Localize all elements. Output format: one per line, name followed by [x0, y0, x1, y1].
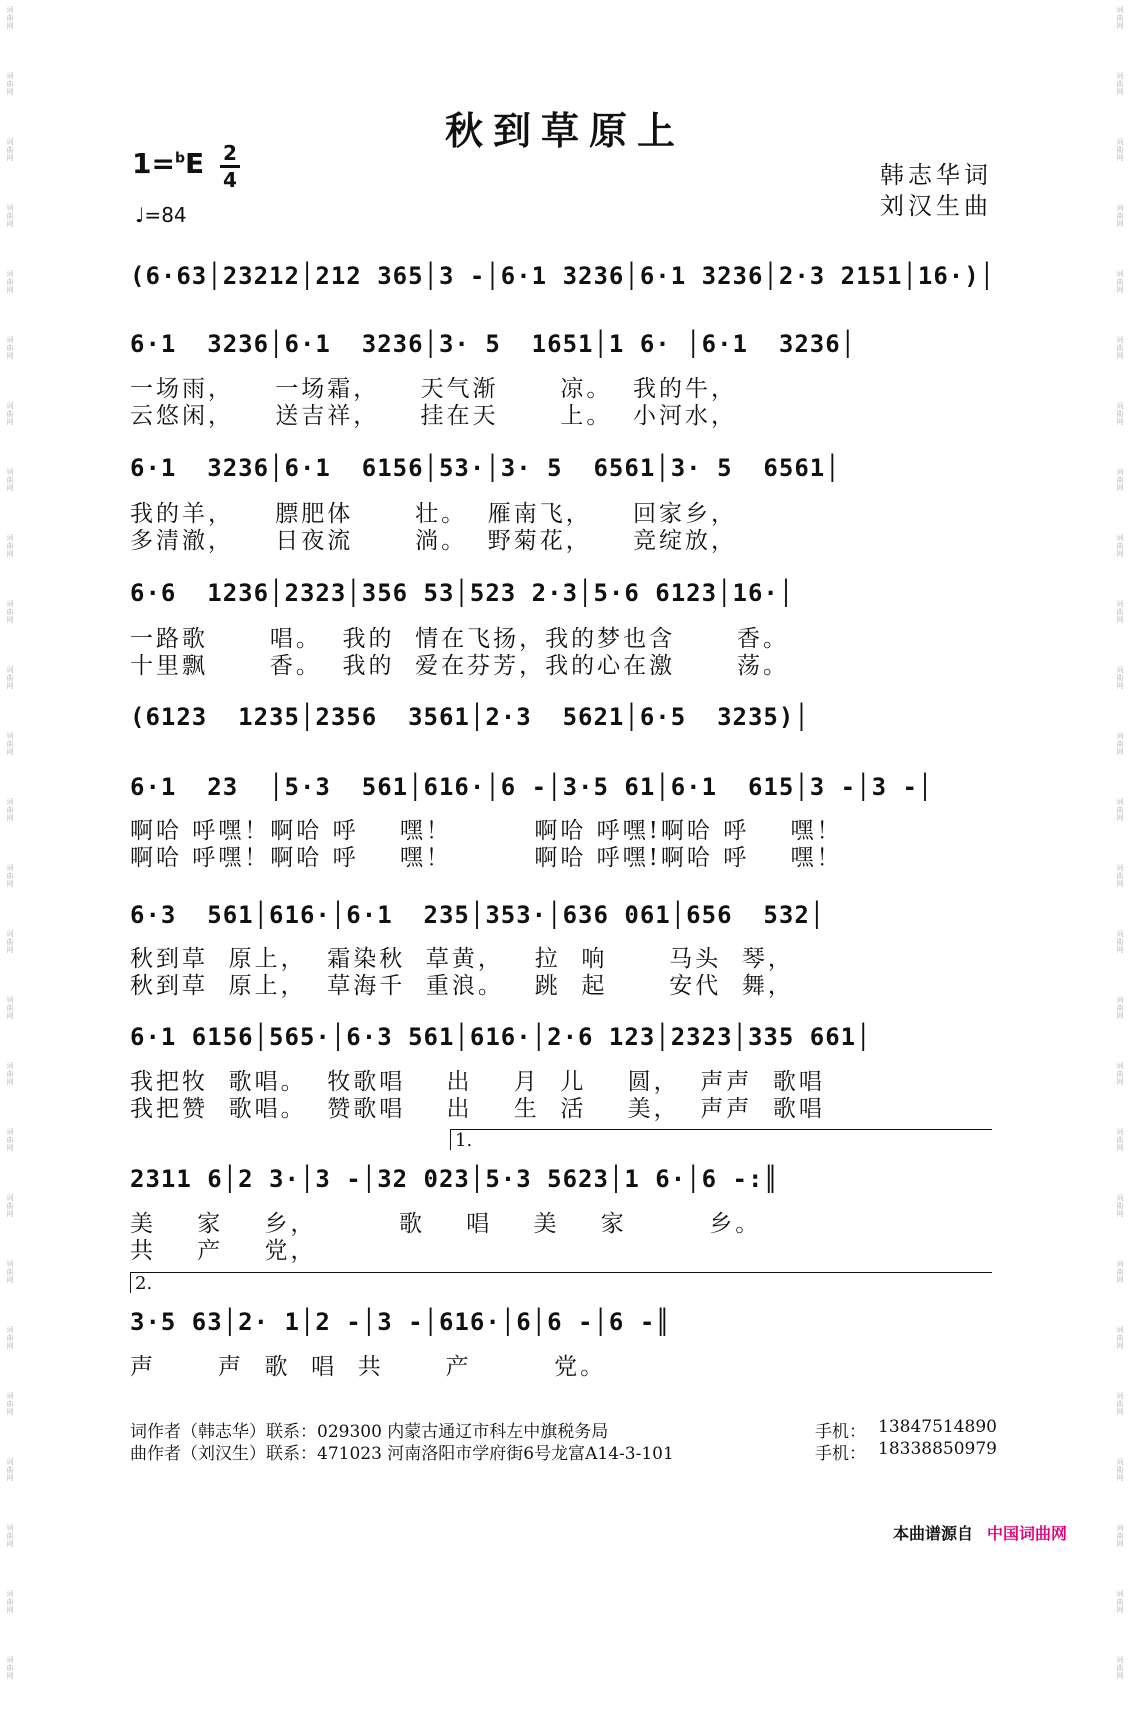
music-row: [130, 767, 992, 807]
watermark-text: 词 曲 网: [6, 1128, 14, 1152]
watermark-text: 词 曲 网: [1116, 864, 1124, 888]
watermark-text: 词 曲 网: [6, 864, 14, 888]
watermark-text: 词 曲 网: [1116, 1326, 1124, 1350]
watermark-text: 词 曲 网: [1116, 1194, 1124, 1218]
footer-phone: 18338850979: [878, 1439, 997, 1459]
lyric-line: 美 家 乡， 歌 唱 美 家 乡。: [130, 1211, 762, 1237]
meter-top: 2: [223, 141, 237, 165]
source-label: 本曲谱源自: [893, 1524, 974, 1543]
watermark-text: 词 曲 网: [1116, 1062, 1124, 1086]
watermark-right: [1112, 0, 1128, 1680]
time-signature: [220, 143, 240, 190]
lyric-line: 我的羊， 膘肥体 壮。 雁南飞， 回家乡，: [130, 501, 737, 527]
footer-role: 曲作者（刘汉生）联系：: [130, 1444, 317, 1464]
watermark-text: 词 曲 网: [6, 1260, 14, 1284]
lyric-line: 十里飘 香。 我的 爱在芬芳，我的心在激 荡。: [130, 653, 789, 679]
watermark-text: 词 曲 网: [6, 600, 14, 624]
watermark-text: 词 曲 网: [6, 1524, 14, 1548]
key-flat: b: [174, 150, 185, 167]
watermark-text: 词 曲 网: [6, 1326, 14, 1350]
notation-text: 6·1 3236│6·1 3236│3· 5 1651│1 6· │6·1 3236│: [130, 330, 857, 358]
watermark-text: 词 曲 网: [1116, 1260, 1124, 1284]
watermark-left: [2, 0, 18, 1680]
lyric-line: 啊哈 呼嘿！啊哈 呼 嘿！ 啊哈 呼嘿!啊哈 呼 嘿！: [130, 818, 843, 844]
lyric-line: 啊哈 呼嘿！啊哈 呼 嘿！ 啊哈 呼嘿!啊哈 呼 嘿！: [130, 845, 843, 871]
volta-bracket: 1.: [450, 1129, 992, 1150]
watermark-text: 词 曲 网: [6, 1656, 14, 1680]
watermark-text: 词 曲 网: [1116, 798, 1124, 822]
footer-phone-label: 手机：: [815, 1422, 866, 1442]
watermark-text: 词 曲 网: [1116, 1392, 1124, 1416]
notation-text: 6·1 23 │5·3 561│616·│6 -│3·5 61│6·1 615│3 -│3 -│: [130, 773, 934, 801]
watermark-text: 词 曲 网: [6, 1458, 14, 1482]
source-credit: [893, 1521, 1067, 1544]
footer-phone: 13847514890: [878, 1417, 997, 1437]
key-note: E: [184, 147, 205, 180]
footer-role: 词作者（韩志华）联系：: [130, 1422, 317, 1442]
music-row: [130, 573, 992, 613]
music-row: [130, 324, 992, 364]
lyric-line: 一路歌 唱。 我的 情在飞扬，我的梦也含 香。: [130, 626, 789, 652]
watermark-text: 词 曲 网: [1116, 732, 1124, 756]
lyric-line: 我把赞 歌唱。 赞歌唱 出 生 活 美， 声声 歌唱: [130, 1096, 825, 1122]
tempo-marking: ♩=84: [135, 203, 187, 227]
notation-text: 3·5 63│2· 1│2 -│3 -│616·│6│6 -│6 -║: [130, 1308, 671, 1336]
watermark-text: 词 曲 网: [1116, 930, 1124, 954]
watermark-text: 词 曲 网: [6, 798, 14, 822]
watermark-text: 词 曲 网: [6, 732, 14, 756]
lyric-line: 我把牧 歌唱。 牧歌唱 出 月 儿 圆， 声声 歌唱: [130, 1069, 825, 1095]
watermark-text: 词 曲 网: [1116, 1128, 1124, 1152]
watermark-text: 词 曲 网: [6, 336, 14, 360]
notation-text: (6·63│23212│212 365│3 -│6·1 3236│6·1 3236│2·3 2151│16·)│: [130, 262, 996, 290]
watermark-text: 词 曲 网: [1116, 468, 1124, 492]
music-row: [130, 895, 992, 935]
lyric-line: 秋到草 原上， 霜染秋 草黄， 拉 响 马头 琴，: [130, 946, 794, 972]
music-row: [130, 256, 996, 296]
lyric-line: 多清澈， 日夜流 淌。 野菊花， 竞绽放，: [130, 528, 737, 554]
watermark-text: 词 曲 网: [6, 468, 14, 492]
watermark-text: 词 曲 网: [6, 402, 14, 426]
notation-text: 6·1 3236│6·1 6156│53·│3· 5 6561│3· 5 6561│: [130, 454, 841, 482]
watermark-text: 词 曲 网: [6, 1062, 14, 1086]
lyric-line: 云悠闲， 送吉祥， 挂在天 上。 小河水，: [130, 403, 737, 429]
footer-address: 471023 河南洛阳市学府街6号龙富A14-3-101: [317, 1444, 674, 1464]
lyric-line: 共 产 党，: [130, 1238, 317, 1264]
meter-bottom: 4: [223, 168, 237, 192]
watermark-text: 词 曲 网: [6, 1194, 14, 1218]
music-row: [130, 448, 992, 488]
watermark-text: 词 曲 网: [6, 270, 14, 294]
volta-bracket: 2.: [130, 1272, 992, 1293]
watermark-text: 词 曲 网: [1116, 1458, 1124, 1482]
footer-line-composer: [130, 1439, 997, 1464]
watermark-text: 词 曲 网: [1116, 1590, 1124, 1614]
music-row: [130, 697, 992, 737]
watermark-text: 词 曲 网: [1116, 402, 1124, 426]
credits: [880, 160, 992, 222]
notation-text: (6123 1235│2356 3561│2·3 5621│6·5 3235)│: [130, 703, 810, 731]
lyric-line: 声 声 歌 唱 共 产 党。: [130, 1354, 607, 1380]
watermark-text: 词 曲 网: [1116, 138, 1124, 162]
footer-address: 029300 内蒙古通辽市科左中旗税务局: [317, 1422, 609, 1442]
music-row: [130, 1273, 992, 1342]
footer-phone-label: 手机：: [815, 1444, 866, 1464]
watermark-text: 词 曲 网: [1116, 600, 1124, 624]
watermark-text: 词 曲 网: [6, 204, 14, 228]
watermark-text: 词 曲 网: [1116, 534, 1124, 558]
composer-credit: 刘汉生曲: [880, 192, 992, 220]
watermark-text: 词 曲 网: [1116, 204, 1124, 228]
watermark-text: 词 曲 网: [1116, 996, 1124, 1020]
watermark-text: 词 曲 网: [6, 72, 14, 96]
watermark-text: 词 曲 网: [6, 534, 14, 558]
watermark-text: 词 曲 网: [1116, 666, 1124, 690]
source-site-link[interactable]: 中国词曲网: [987, 1524, 1068, 1543]
notation-text: 6·6 1236│2323│356 53│523 2·3│5·6 6123│16·│: [130, 579, 795, 607]
notation-text: 6·3 561│616·│6·1 235│353·│636 061│656 532│: [130, 901, 826, 929]
key-signature: [132, 147, 204, 180]
watermark-text: 词 曲 网: [6, 6, 14, 30]
watermark-text: 词 曲 网: [1116, 336, 1124, 360]
watermark-text: 词 曲 网: [1116, 72, 1124, 96]
lyric-line: 一场雨， 一场霜， 天气渐 凉。 我的牛，: [130, 376, 737, 402]
watermark-text: 词 曲 网: [1116, 1656, 1124, 1680]
key-prefix: 1=: [132, 147, 175, 180]
watermark-text: 词 曲 网: [6, 996, 14, 1020]
watermark-text: 词 曲 网: [6, 1392, 14, 1416]
music-row: [130, 1130, 992, 1199]
watermark-text: 词 曲 网: [6, 1590, 14, 1614]
watermark-text: 词 曲 网: [6, 138, 14, 162]
lyricist-credit: 韩志华词: [880, 161, 992, 189]
watermark-text: 词 曲 网: [1116, 270, 1124, 294]
watermark-text: 词 曲 网: [6, 930, 14, 954]
watermark-text: 词 曲 网: [6, 666, 14, 690]
lyric-line: 秋到草 原上， 草海千 重浪。 跳 起 安代 舞，: [130, 973, 794, 999]
watermark-text: 词 曲 网: [1116, 1524, 1124, 1548]
notation-text: 6·1 6156│565·│6·3 561│616·│2·6 123│2323│335 661│: [130, 1023, 872, 1051]
music-row: [130, 1017, 992, 1057]
watermark-text: 词 曲 网: [1116, 6, 1124, 30]
notation-text: 2311 6│2 3·│3 -│32 023│5·3 5623│1 6·│6 -:║: [130, 1165, 779, 1193]
song-title: 秋到草原上: [444, 108, 685, 153]
